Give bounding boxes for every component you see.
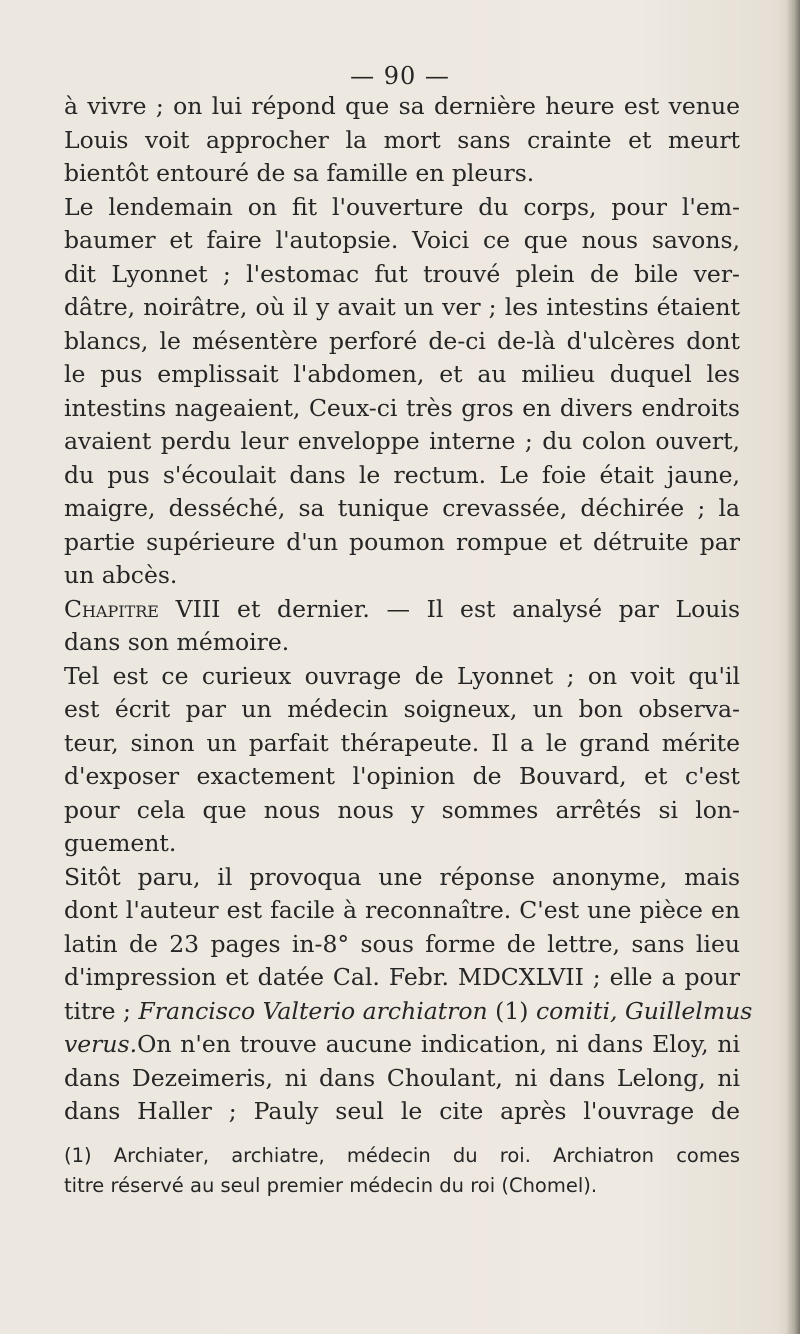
footnotes: [64, 1141, 740, 1201]
text-line: guement.: [64, 829, 177, 857]
text-line: est écrit par un médecin soigneux, un bon observa-: [64, 695, 740, 723]
text-line: intestins nageaient, Ceux-ci très gros en divers endroits: [64, 393, 740, 422]
text-line: Louis voit approcher la mort sans crainte et meurt: [64, 125, 740, 154]
text-line: dans son mémoire.: [64, 628, 290, 656]
text-line: avaient perdu leur enveloppe interne ; du colon ouvert,: [64, 427, 740, 455]
text-line: Sitôt paru, il provoqua une réponse anonyme, mais: [64, 862, 740, 891]
title-footnote-ref: (1): [487, 996, 536, 1025]
text-line: à vivre ; on lui répond que sa dernière heure est venue: [64, 92, 740, 120]
verus-line: [64, 1028, 740, 1062]
page-number: — 90 —: [350, 62, 450, 90]
verus-rest: On n'en trouve aucune indication, ni dans Eloy, ni: [137, 1030, 740, 1058]
chapter-line-rest: VIII et dernier. — Il est analysé par Louis: [158, 594, 740, 623]
text-line: un abcès.: [64, 561, 178, 589]
chapter-label: Chapitre: [64, 594, 159, 623]
title-italic-2: comiti, Guillelmus: [535, 996, 753, 1025]
text-line: dans Dezeimeris, ni dans Choulant, ni dans Lelong, ni: [64, 1063, 740, 1092]
text-line: pour cela que nous nous y sommes arrêtés si lon-: [64, 795, 740, 824]
text-line: du pus s'écoulait dans le rectum. Le foie était jaune,: [64, 460, 740, 489]
verus-italic: verus.: [64, 1030, 138, 1058]
text-line: blancs, le mésentère perforé de-ci de-là d'ulcères dont: [64, 326, 740, 355]
text-line: Le lendemain on fit l'ouverture du corps, pour l'em-: [64, 192, 740, 221]
text-line: latin de 23 pages in-8° sous forme de lettre, sans lieu: [64, 929, 740, 958]
text-line: Tel est ce curieux ouvrage de Lyonnet ; on voit qu'il: [64, 661, 740, 690]
chapter-line: [64, 593, 740, 627]
title-line: [64, 995, 753, 1029]
text-line: dans Haller ; Pauly seul le cite après l'ouvrage de: [64, 1097, 740, 1125]
title-italic-1: Francisco Valterio archiatron: [138, 996, 488, 1025]
title-prefix: titre ;: [64, 996, 139, 1025]
text-line: teur, sinon un parfait thérapeute. Il a le grand mérite: [64, 728, 740, 757]
text-line: dit Lyonnet ; l'estomac fut trouvé plein de bile ver-: [64, 259, 740, 288]
page-edge-shadow: [786, 0, 800, 1334]
text-line: bientôt entouré de sa famille en pleurs.: [64, 159, 535, 187]
text-line: baumer et faire l'autopsie. Voici ce que nous savons,: [64, 226, 740, 254]
text-line: dâtre, noirâtre, où il y avait un ver ; les intestins étaient: [64, 293, 740, 321]
text-line: d'exposer exactement l'opinion de Bouvard, et c'est: [64, 762, 740, 790]
text-line: le pus emplissait l'abdomen, et au milieu duquel les: [64, 360, 740, 388]
text-line: dont l'auteur est facile à reconnaître. C'est une pièce en: [64, 896, 740, 924]
footnote-line: titre réservé au seul premier médecin du roi (Chomel).: [64, 1174, 598, 1197]
text-line: d'impression et datée Cal. Febr. MDCXLVII ; elle a pour: [64, 963, 740, 991]
text-line: maigre, desséché, sa tunique crevassée, déchirée ; la: [64, 494, 740, 522]
body-text: [64, 90, 753, 1129]
footnote-line: (1) Archiater, archiatre, médecin du roi. Archiatron comes: [64, 1144, 740, 1167]
text-line: partie supérieure d'un poumon rompue et détruite par: [64, 527, 740, 556]
